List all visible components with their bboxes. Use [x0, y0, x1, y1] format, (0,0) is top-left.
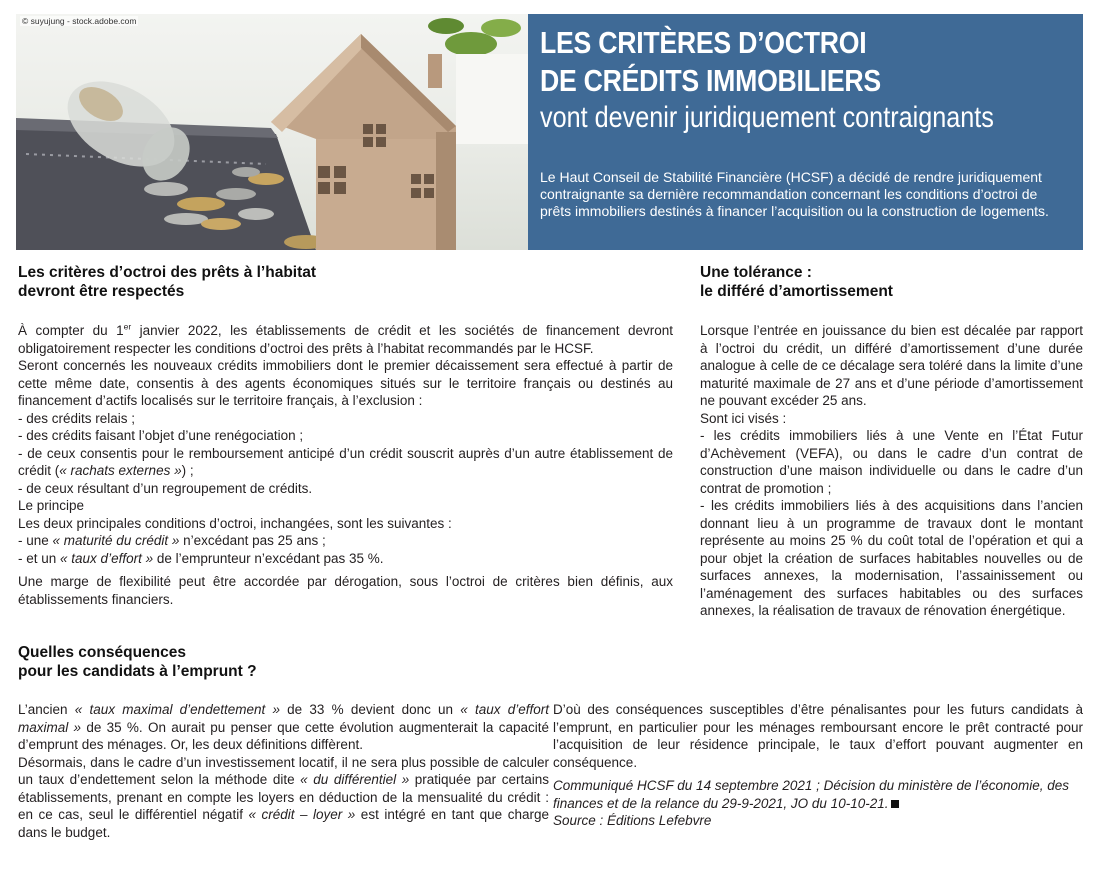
paragraph: À compter du 1er janvier 2022, les établissements de crédit et les sociétés de financement devront obligatoirement respecter les conditions d’octroi des prêts à l’habitat recommandés par le HCSF. — [18, 321, 673, 356]
heading-line: devront être respectés — [18, 283, 185, 300]
section-3-heading — [18, 643, 257, 681]
title-line-1: LES CRITÈRES D’OCTROI — [540, 25, 867, 60]
section-1-heading — [18, 263, 316, 301]
end-square-icon — [891, 800, 899, 808]
paragraph: D’où des conséquences susceptibles d’être pénalisantes pour les futurs candidats à l’emprunt, en particulier pour les ménages remboursant encore le prêt contracté pour l’acquisition de leur résidence principale, le taux d’effort pouvant augmenter en conséquence. — [553, 702, 1083, 770]
heading-line: Quelles conséquences — [18, 644, 186, 661]
list-item: - des crédits relais ; — [18, 410, 136, 426]
section-3-text-left — [18, 701, 549, 841]
title-panel — [528, 14, 1083, 250]
section-1-text — [18, 322, 673, 608]
subtitle: vont devenir juridiquement contraignants — [540, 101, 994, 134]
list-item: - les crédits immobiliers liés à une Vente en l’État Futur d’Achèvement (VEFA), ou dans le cadre d’un contrat de construction d’une maison individuelle ou dans le cadre d’un contrat de promotion ; — [700, 428, 1083, 496]
source: Source : Éditions Lefebvre — [553, 813, 712, 828]
heading-line: Une tolérance : — [700, 264, 812, 281]
intro-paragraph: Le Haut Conseil de Stabilité Financière (HCSF) a décidé de rendre juridiquement contraignante sa dernière recommandation concernant les conditions d’octroi de prêts immobiliers destinés à financer l’acquisition ou la construction de logements. — [540, 169, 1049, 219]
paragraph: Lorsque l’entrée en jouissance du bien est décalée par rapport à l’octroi du crédit, un différé d’amortissement d’une durée analogue à celle de ce décalage sera toléré dans la limite d’une maturité maximale de 27 ans et d’une période d’amortissement ne pouvant excéder 25 ans. — [700, 323, 1083, 408]
photo-credit: © suyujung - stock.adobe.com — [22, 16, 137, 26]
paragraph: Une marge de flexibilité peut être accordée par dérogation, sous l’octroi de critères bien définis, aux établissements financiers. — [18, 574, 673, 607]
paragraph: L’ancien « taux maximal d’endettement » de 33 % devient donc un « taux d’effort maximal » de 35 %. On aurait pu penser que cette évolution augmenterait la capacité d’emprunt des ménages. Or, les deux définitions diffèrent. — [18, 702, 549, 752]
title-line-2: DE CRÉDITS IMMOBILIERS — [540, 63, 881, 98]
section-2-heading — [700, 263, 893, 301]
section-3-text-right — [553, 701, 1083, 830]
header-photo — [16, 14, 528, 250]
reference: Communiqué HCSF du 14 septembre 2021 ; Décision du ministère de l’économie, des finances et de la relance du 29-9-2021, JO du 10-10-21. — [553, 778, 1070, 811]
list-item: - une « maturité du crédit » n’excédant pas 25 ans ; — [18, 533, 326, 548]
list-item: - les crédits immobiliers liés à des acquisitions dans l’ancien donnant lieu à un programme de travaux dont le montant représente au moins 25 % du coût total de l’opération et qui a pour objet la création de surfaces habitables nouvelles ou de surfaces annexes, la modernisation, l’assainissement ou l’aménagement des surfaces habitables ou des surfaces annexes, la réalisation de travaux de rénovation énergétique. — [700, 498, 1083, 618]
list-item: - et un « taux d’effort » de l’emprunteur n’excédant pas 35 %. — [18, 550, 384, 566]
heading-line: pour les candidats à l’emprunt ? — [18, 663, 257, 680]
subheading: Le principe — [18, 498, 85, 513]
list-item: - des crédits faisant l’objet d’une renégociation ; — [18, 428, 304, 443]
heading-line: Les critères d’octroi des prêts à l’habitat — [18, 264, 317, 281]
list-item: - de ceux consentis pour le remboursement anticipé d’un crédit souscrit auprès d’un autre établissement de crédit (« rachats externes ») ; — [18, 445, 673, 478]
section-2-text — [700, 322, 1083, 620]
paragraph: Les deux principales conditions d’octroi, inchangées, sont les suivantes : — [18, 515, 452, 531]
paragraph: Désormais, dans le cadre d’un investissement locatif, il ne sera plus possible de calculer un taux d’endettement selon la méthode dite « du différentiel » pratiquée par certains établissements, prenant en compte les loyers en déduction de la mensualité du crédit : en ce cas, seul le différentiel négatif « crédit – loyer » est intégré en tant que charge dans le budget. — [18, 754, 549, 840]
paragraph: Sont ici visés : — [700, 410, 787, 426]
paragraph: Seront concernés les nouveaux crédits immobiliers dont le premier décaissement sera effectué à partir de cette même date, consentis à des agents économiques situés sur le territoire français ou destinés au financement d’actifs localisés sur le territoire français, à l’exclusion : — [18, 358, 673, 408]
list-item: - de ceux résultant d’un regroupement de crédits. — [18, 480, 313, 496]
house-coins-illustration — [16, 14, 528, 250]
heading-line: le différé d’amortissement — [700, 283, 893, 300]
